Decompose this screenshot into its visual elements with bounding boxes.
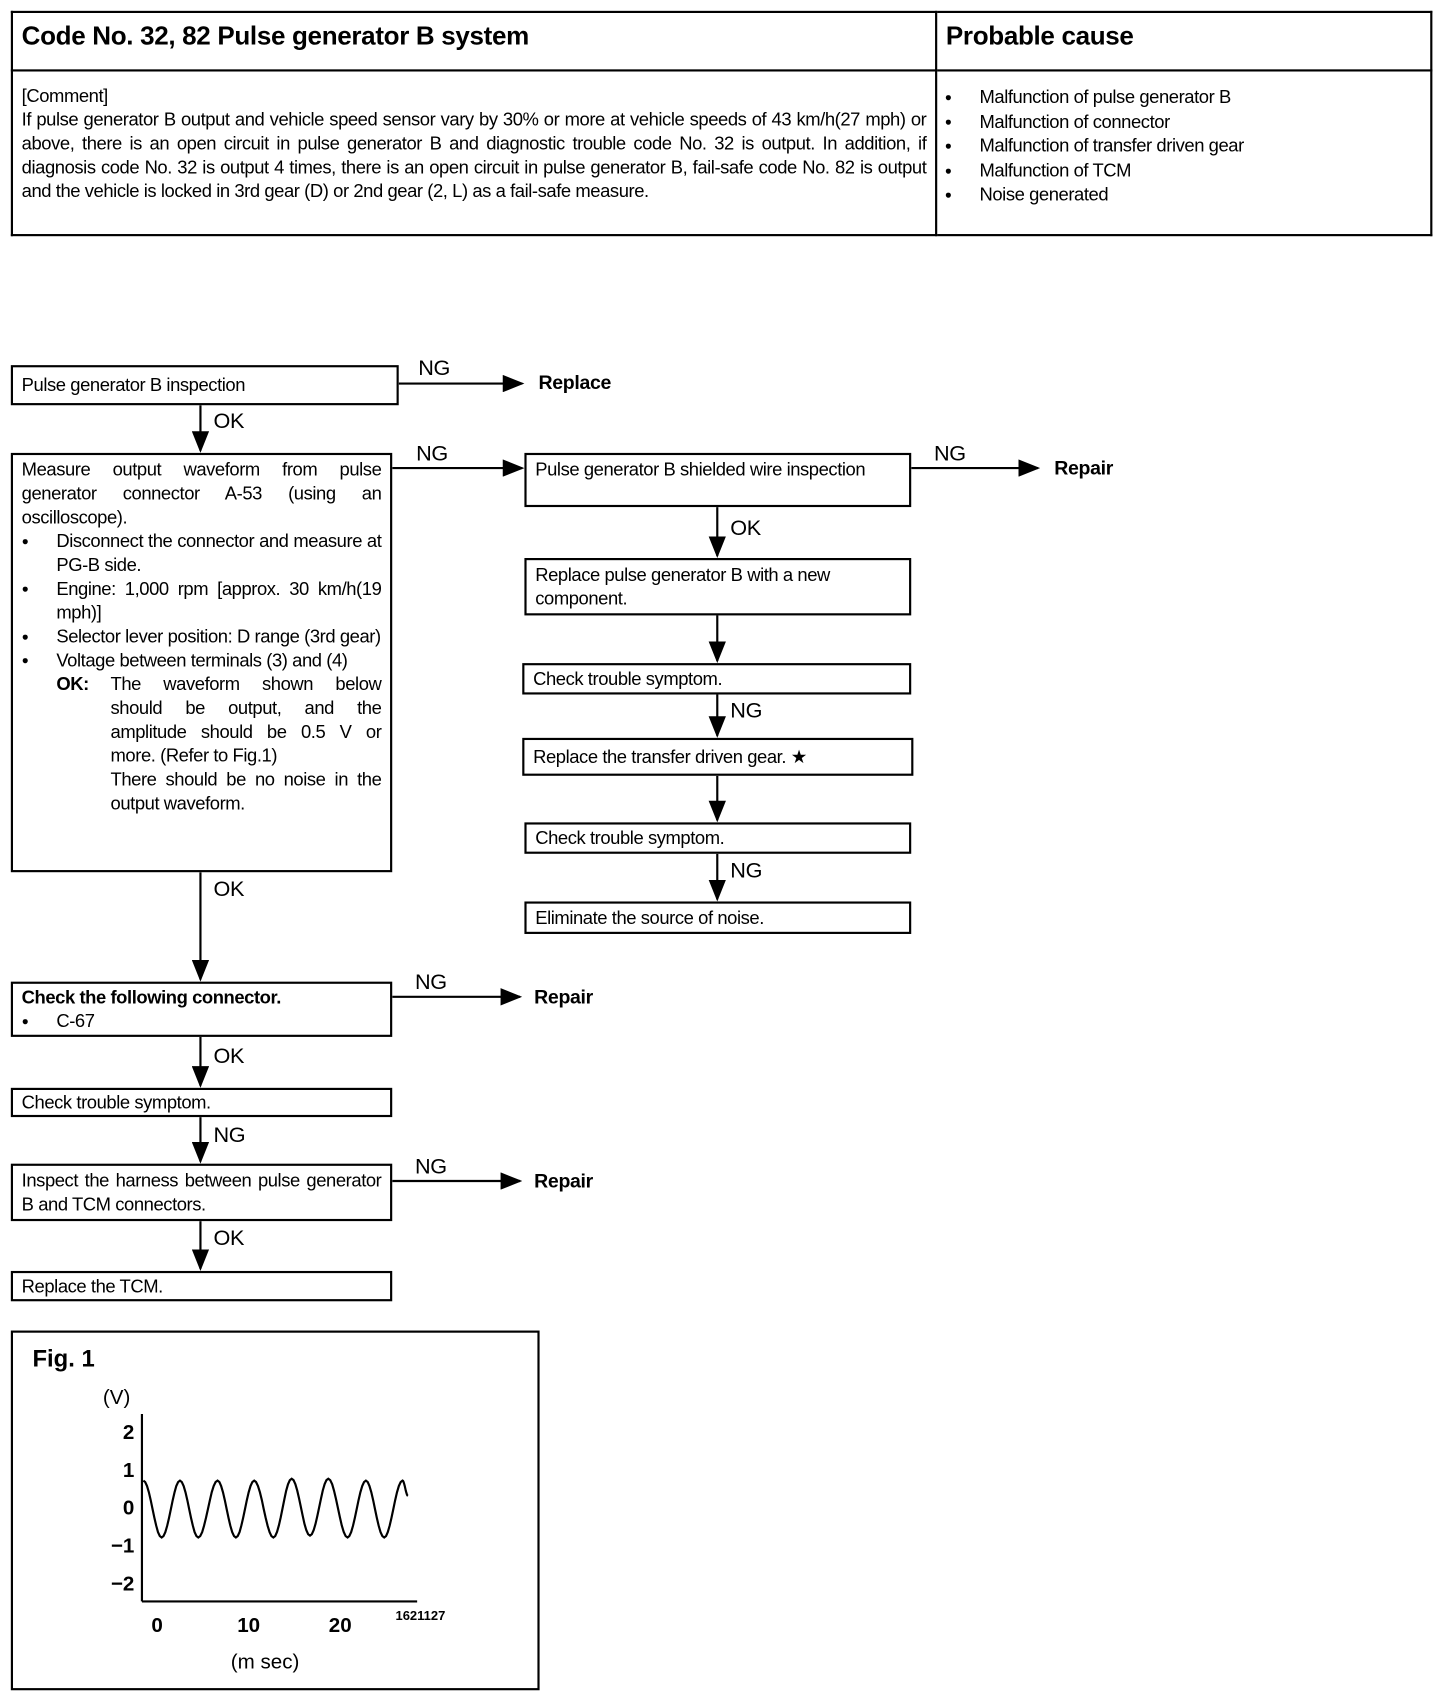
x-tick-label: 0	[151, 1613, 163, 1637]
comment-text: If pulse generator B output and vehicle speed sensor vary by 30% or more at vehicle speeds of 43 km/h(27 mph) or above, there is an open circuit in pulse generator B and diagnostic trouble code No. 32 is output. In addition, if diagnosis code No. 32 is output 4 times, there is an open circuit in pulse generator B, fail-safe code No. 82 is output and the vehicle is locked in 3rd gear (D) or 2nd gear (2, L) as a fail-safe measure.	[21, 109, 927, 202]
ok-label: OK	[213, 877, 245, 902]
step-replace-tcm: Replace the TCM.	[11, 1271, 392, 1301]
ng-label: NG	[416, 442, 448, 466]
probable-cause-title: Probable cause	[936, 12, 1431, 71]
y-axis-label: (V)	[102, 1386, 131, 1410]
ok-label: OK	[730, 516, 761, 541]
bullet-icon: ●	[21, 630, 29, 644]
ng-label: NG	[418, 356, 451, 381]
y-tick-label: 1	[122, 1458, 135, 1482]
y-tick-label: 0	[122, 1496, 135, 1520]
cause-item: ● Malfunction of transfer driven gear	[945, 134, 1423, 158]
code-title: Code No. 32, 82 Pulse generator B system	[12, 12, 936, 71]
measure-bullet: Engine: 1,000 rpm [approx. 30 km/h(19 mph)]	[56, 578, 382, 624]
step-pulse-generator-inspection: Pulse generator B inspection	[11, 365, 399, 405]
cause-item: ● Noise generated	[945, 183, 1423, 207]
figure-title: Fig. 1	[32, 1345, 95, 1373]
bullet-icon: ●	[21, 535, 29, 549]
step-replace-transfer-gear: Replace the transfer driven gear. ★	[522, 738, 913, 776]
x-tick-label: 20	[328, 1613, 352, 1637]
y-tick-label: 2	[122, 1420, 135, 1444]
step-shielded-wire-inspection: Pulse generator B shielded wire inspection	[524, 453, 911, 507]
ng-label: NG	[414, 970, 447, 995]
bullet-icon: ●	[21, 654, 29, 668]
ok-criterion-text: The waveform shown below should be output, and the amplitude should be 0.5 V or more. (Refer to Fig.1)	[110, 673, 382, 767]
ng-label: NG	[414, 1155, 447, 1179]
connector-item: C-67	[56, 1010, 95, 1032]
cause-item: ● Malfunction of TCM	[945, 159, 1423, 183]
step-check-symptom: Check trouble symptom.	[522, 663, 911, 694]
measure-intro: Measure output waveform from pulse generator connector A-53 (using an oscilloscope).	[21, 459, 382, 528]
step-check-symptom: Check trouble symptom.	[11, 1088, 392, 1117]
bullet-icon: ●	[21, 1015, 29, 1029]
ng-label: NG	[213, 1123, 246, 1148]
step-replace-pulse-generator: Replace pulse generator B with a new component.	[524, 558, 911, 615]
step-eliminate-noise: Eliminate the source of noise.	[524, 901, 911, 934]
ok-label: OK	[213, 1044, 245, 1069]
step-inspect-harness: Inspect the harness between pulse generator B and TCM connectors.	[11, 1164, 392, 1221]
step-check-symptom: Check trouble symptom.	[524, 822, 911, 853]
ng-label: NG	[933, 442, 966, 466]
y-tick-label: −2	[110, 1572, 135, 1596]
x-axis-label: (m sec)	[230, 1650, 300, 1674]
cause-item: ● Malfunction of connector	[945, 110, 1423, 134]
cause-item: ● Malfunction of pulse generator B	[945, 86, 1423, 110]
waveform-line	[143, 1479, 408, 1538]
ok-criterion-label: OK:	[56, 673, 89, 695]
y-tick-label: −1	[110, 1534, 135, 1558]
check-connector-title: Check the following connector.	[21, 987, 281, 1008]
ng-label: NG	[730, 698, 763, 723]
repair-action: Repair	[1054, 457, 1114, 479]
replace-action: Replace	[538, 371, 612, 394]
repair-action: Repair	[534, 1170, 593, 1192]
ng-label: NG	[730, 859, 763, 884]
ok-criterion-noise: There should be no noise in the output waveform.	[110, 769, 382, 814]
repair-action: Repair	[534, 985, 593, 1008]
ok-label: OK	[213, 409, 245, 434]
measure-bullet: Voltage between terminals (3) and (4)	[56, 650, 348, 671]
bullet-icon: ●	[21, 582, 29, 596]
x-tick-label: 10	[237, 1613, 261, 1637]
figure-id: 1621127	[395, 1607, 446, 1623]
ok-label: OK	[213, 1226, 245, 1251]
measure-bullet: Disconnect the connector and measure at PG-B side.	[56, 530, 382, 576]
comment-label: [Comment]	[21, 85, 108, 107]
measure-bullet: Selector lever position: D range (3rd gear)	[56, 626, 381, 647]
